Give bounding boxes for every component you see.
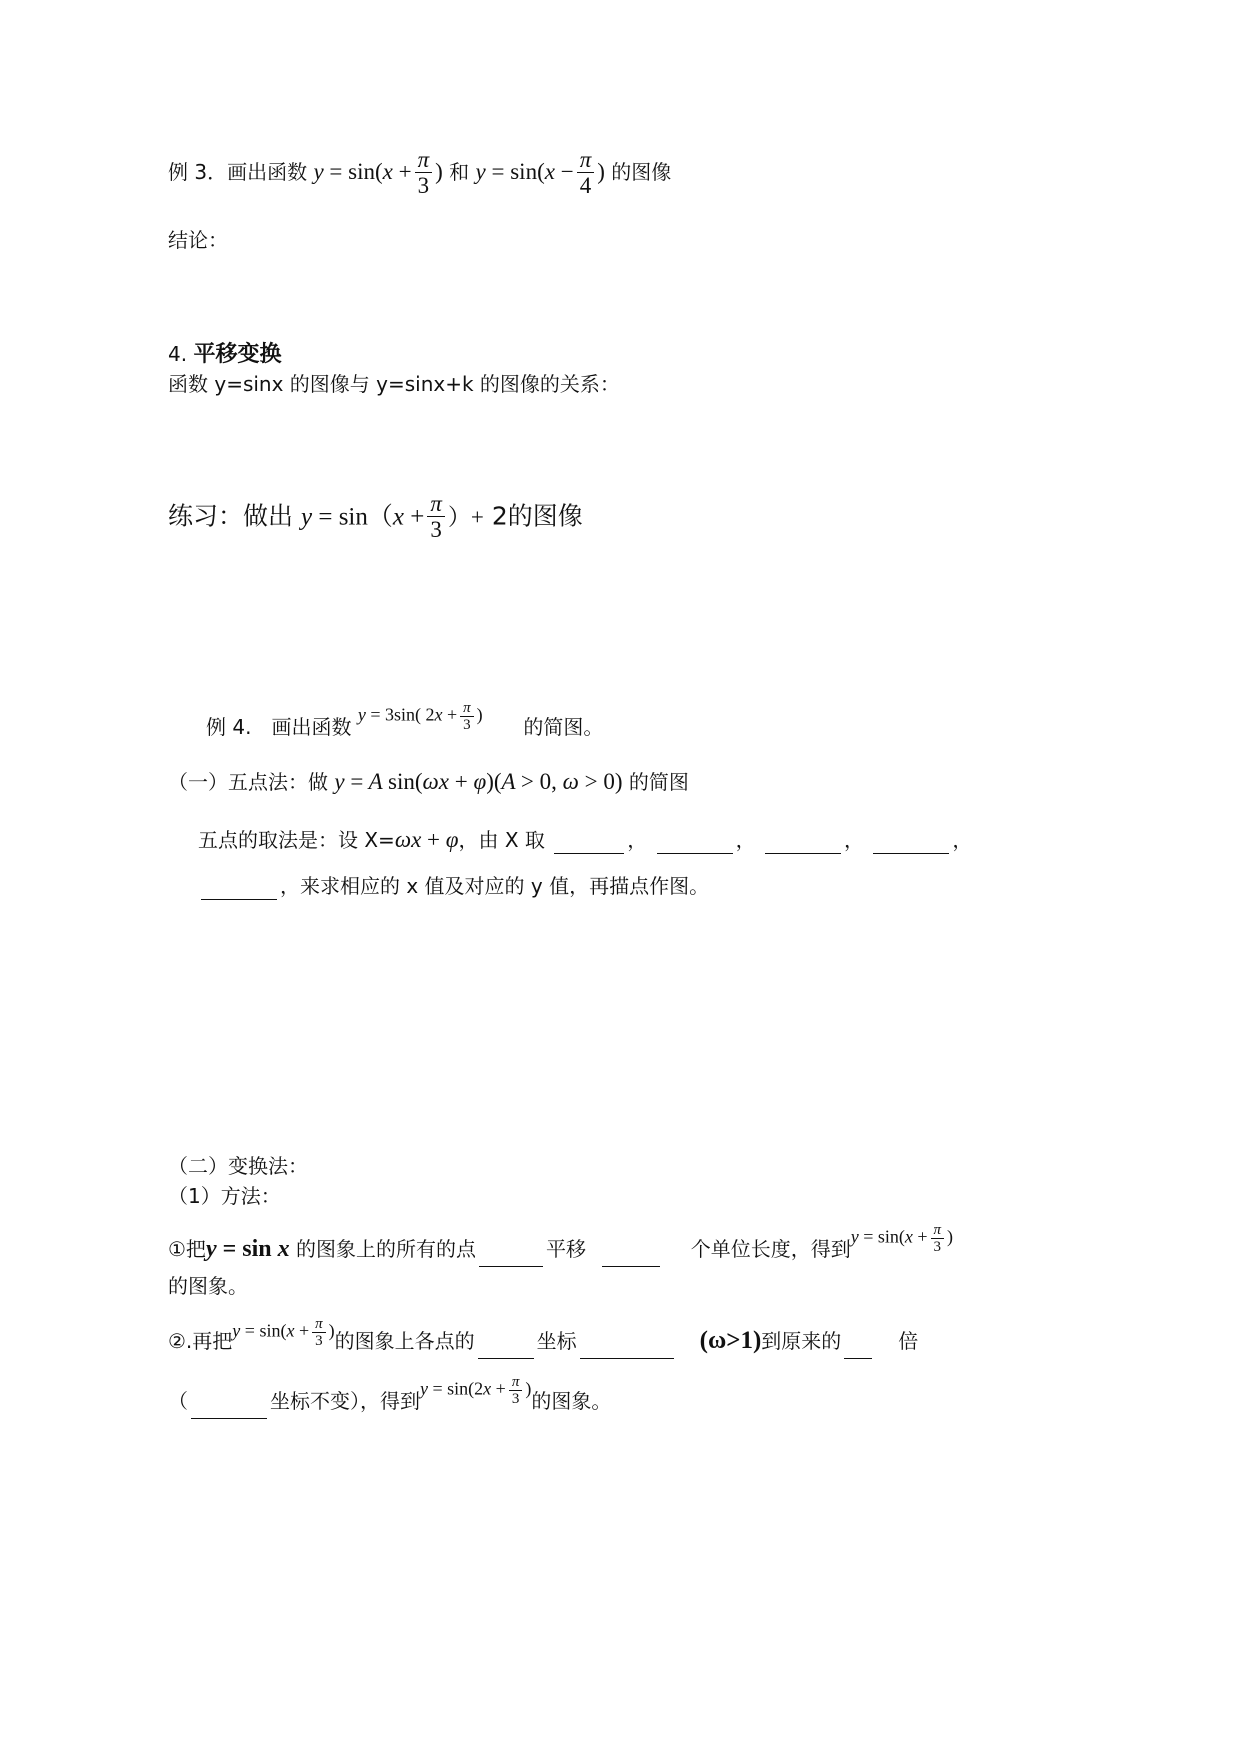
step1-unit: 个单位长度，得到 (690, 1237, 851, 1261)
section4-number: 4. (168, 342, 188, 366)
exercise-prefix: 练习：做出 (168, 501, 294, 531)
step1-end: 的图象。 (168, 1274, 248, 1298)
pi-over-3: $\frac{\pi}{3}$ (415, 148, 433, 199)
blank-4[interactable] (873, 831, 949, 854)
method1-line1 (168, 768, 689, 796)
step1-mid: 的图象上的所有的点 (295, 1237, 476, 1261)
conclusion-label: 结论： (168, 228, 228, 252)
method1-line2 (198, 826, 972, 854)
exercise-suffix: 2的图像 (491, 501, 583, 531)
step3-open: （ (168, 1389, 188, 1413)
example3-suffix: 的图像 (611, 160, 672, 184)
example3-formula2: y = sin(x − (475, 159, 574, 184)
method1-x-def: ωx + φ (394, 827, 459, 852)
step2-blank-action[interactable] (580, 1336, 674, 1359)
method1-label: （一）五点法：做 (168, 770, 328, 794)
step3-line (168, 1374, 612, 1426)
section4-text: 函数 y=sinx 的图像与 y=sinx+k 的图像的关系： (168, 372, 620, 396)
comma: ， (844, 828, 864, 852)
method2-label: （二）变换法： (168, 1154, 308, 1178)
example4-suffix: 的简图。 (523, 715, 604, 739)
step2-times: 倍 (898, 1329, 919, 1353)
example3-line: 例 3．画出函数 y = sin(x + $\frac{\pi}{3}$ ) 和 y = sin(x − $\frac{\pi}{4}$ ) 的图像 (168, 147, 672, 198)
step2-blank-factor[interactable] (844, 1336, 872, 1359)
exercise-pi-over-3: $\frac{\pi}{3}$ (427, 492, 445, 543)
method1-line2-prefix: 五点的取法是：设 X= (198, 828, 395, 852)
step1-line (168, 1222, 954, 1274)
exercise-line: 练习：做出 y = sin（x + $\frac{\pi}{3}$ ）+ 2的图像 (168, 491, 583, 542)
section4-heading (168, 340, 281, 369)
step2-prefix: ②.再把 (168, 1329, 233, 1353)
step2-to: 到原来的 (761, 1329, 842, 1353)
step2-blank-axis[interactable] (478, 1336, 534, 1359)
step1-shift: 平移 (545, 1237, 586, 1261)
step3-target: y = sin(2x + $\frac{\pi}{3}$ ) (420, 1374, 532, 1407)
section4-title: 平移变换 (193, 342, 282, 367)
exercise-formula: y = sin（x + (300, 503, 425, 531)
comma: ， (627, 828, 648, 852)
comma: ， (952, 828, 973, 852)
step2-line (168, 1316, 919, 1366)
example3-joiner: 和 (449, 160, 470, 184)
method2-sub: （1）方法： (168, 1184, 281, 1208)
comma: ， (735, 828, 756, 852)
step2-mid: 的图象上各点的 (334, 1329, 475, 1353)
blank-2[interactable] (657, 831, 733, 854)
method1-line2-mid: ，由 X 取 (458, 828, 545, 852)
example4-prefix: 例 4. 画出函数 (206, 715, 352, 739)
step1-target: y = sin(x + $\frac{\pi}{3}$ ) (850, 1222, 954, 1255)
example4-line (206, 700, 604, 752)
blank-3[interactable] (765, 831, 841, 854)
step1-blank-amount[interactable] (602, 1244, 660, 1267)
step3-blank-axis[interactable] (191, 1396, 267, 1419)
step3-end: 的图象。 (531, 1389, 612, 1413)
method1-line3-suffix: ，来求相应的 x 值及对应的 y 值，再描点作图。 (280, 874, 710, 898)
step1-prefix: ①把 (168, 1237, 206, 1261)
step2-coord: 坐标 (536, 1329, 577, 1353)
blank-1[interactable] (554, 831, 624, 854)
method1-line3 (198, 872, 709, 900)
method1-suffix: 的简图 (628, 770, 689, 794)
step1-blank-direction[interactable] (479, 1244, 543, 1267)
pi-over-4: $\frac{\pi}{4}$ (577, 148, 595, 199)
step2-formula: y = sin(x + $\frac{\pi}{3}$ ) (232, 1316, 335, 1349)
example3-formula1: y = sin(x + (313, 159, 412, 184)
method1-formula: y = A sin(ωx + φ)(A > 0, ω > 0) (334, 769, 623, 794)
example4-formula: y = 3sin( 2x + $\frac{\pi}{3}$ ) (357, 700, 483, 733)
step3-keep: 坐标不变），得到 (270, 1389, 420, 1413)
step1-formula: y = sin x (205, 1236, 290, 1262)
blank-5[interactable] (201, 877, 277, 900)
step2-cond: (ω>1) (699, 1327, 762, 1354)
example3-prefix: 例 3．画出函数 (168, 160, 308, 184)
